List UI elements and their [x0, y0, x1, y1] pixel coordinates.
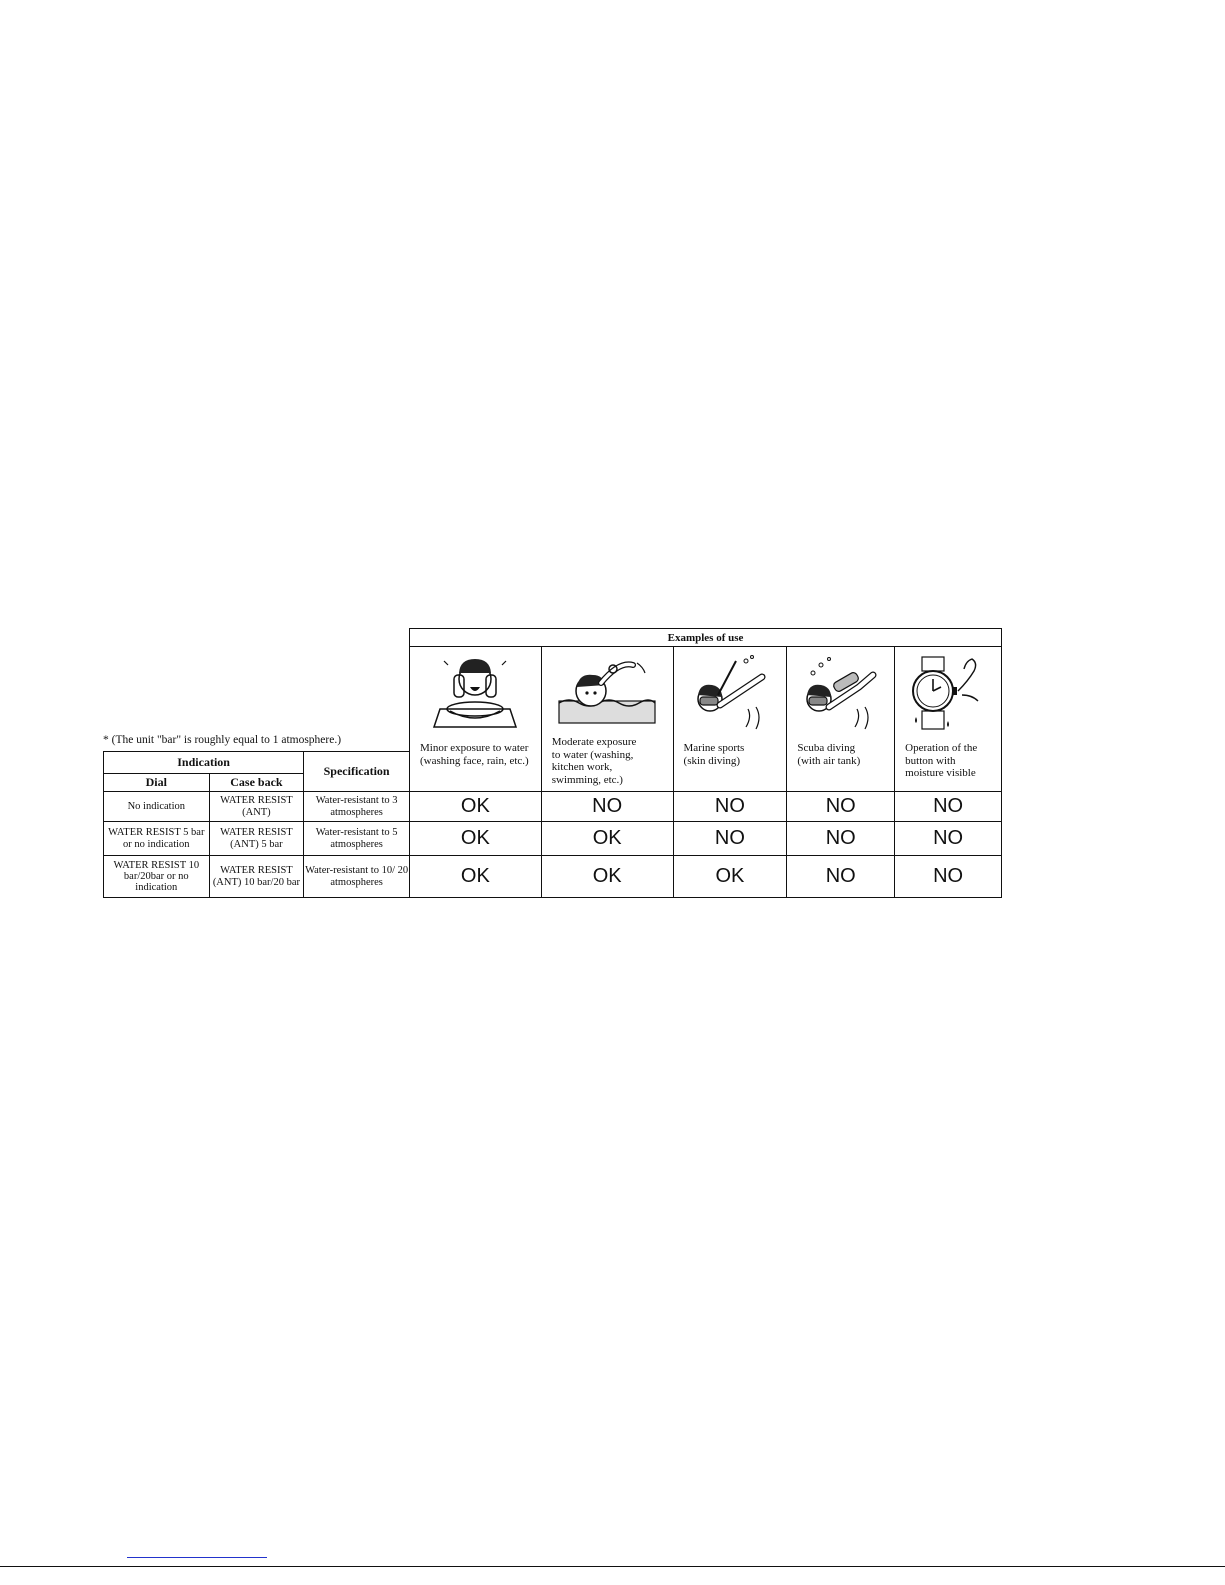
example-column-button-operation: [895, 647, 1002, 792]
verdict-cell: NO: [541, 792, 673, 822]
footer-link-underline[interactable]: [127, 1557, 267, 1558]
verdict-cell: NO: [895, 856, 1002, 898]
header-specification: Specification: [304, 752, 410, 792]
verdict-cell: OK: [410, 822, 542, 856]
header-examples-of-use: Examples of use: [410, 629, 1002, 647]
scuba-diving-icon: [799, 651, 883, 733]
header-case-back: Case back: [209, 774, 304, 792]
example-column-marine-sports: [673, 647, 787, 792]
verdict-cell: NO: [895, 822, 1002, 856]
verdict-cell: OK: [673, 856, 787, 898]
table-row: [104, 792, 410, 822]
example-label: Operation of the button with moisture visible: [905, 742, 978, 780]
verdict-cell: NO: [787, 856, 895, 898]
verdict-cell: OK: [410, 856, 542, 898]
example-label: Moderate exposure to water (washing, kitchen work, swimming, etc.): [551, 736, 637, 786]
verdict-cell: OK: [410, 792, 542, 822]
case-back-cell: WATER RESIST (ANT) 10 bar/20 bar: [209, 856, 304, 898]
washing-face-icon: [430, 651, 520, 733]
example-column-moderate-exposure: [541, 647, 673, 792]
footnote-bar-unit: * (The unit "bar" is roughly equal to 1 atmosphere.): [103, 734, 342, 746]
examples-table: [409, 628, 1002, 898]
specification-cell: Water-resistant to 10/ 20 atmospheres: [304, 856, 410, 898]
case-back-cell: WATER RESIST (ANT): [209, 792, 304, 822]
verdict-cell: NO: [787, 822, 895, 856]
table-row: [104, 856, 410, 898]
table-row: [410, 856, 1002, 898]
specification-cell: Water-resistant to 5 atmospheres: [304, 822, 410, 856]
dial-cell: No indication: [104, 792, 210, 822]
example-column-minor-exposure: [410, 647, 542, 792]
example-label: Scuba diving (with air tank): [797, 742, 861, 767]
table-row: [410, 792, 1002, 822]
wet-watch-button-icon: [908, 651, 988, 735]
case-back-cell: WATER RESIST (ANT) 5 bar: [209, 822, 304, 856]
header-dial: Dial: [104, 774, 210, 792]
table-row: [104, 822, 410, 856]
example-column-scuba-diving: [787, 647, 895, 792]
specification-cell: Water-resistant to 3 atmospheres: [304, 792, 410, 822]
table-row: [410, 822, 1002, 856]
verdict-cell: NO: [787, 792, 895, 822]
verdict-cell: NO: [895, 792, 1002, 822]
header-indication: Indication: [104, 752, 304, 774]
example-label: Minor exposure to water (washing face, rain, etc.): [420, 742, 529, 767]
verdict-cell: OK: [541, 822, 673, 856]
swimming-icon: [557, 651, 657, 733]
verdict-cell: NO: [673, 822, 787, 856]
dial-cell: WATER RESIST 5 bar or no indication: [104, 822, 210, 856]
verdict-cell: OK: [541, 856, 673, 898]
footer-divider: [0, 1566, 1225, 1567]
skin-diving-icon: [688, 651, 772, 733]
dial-cell: WATER RESIST 10 bar/20bar or no indication: [104, 856, 210, 898]
verdict-cell: NO: [673, 792, 787, 822]
indication-table: [103, 751, 410, 898]
example-label: Marine sports (skin diving): [683, 742, 745, 767]
